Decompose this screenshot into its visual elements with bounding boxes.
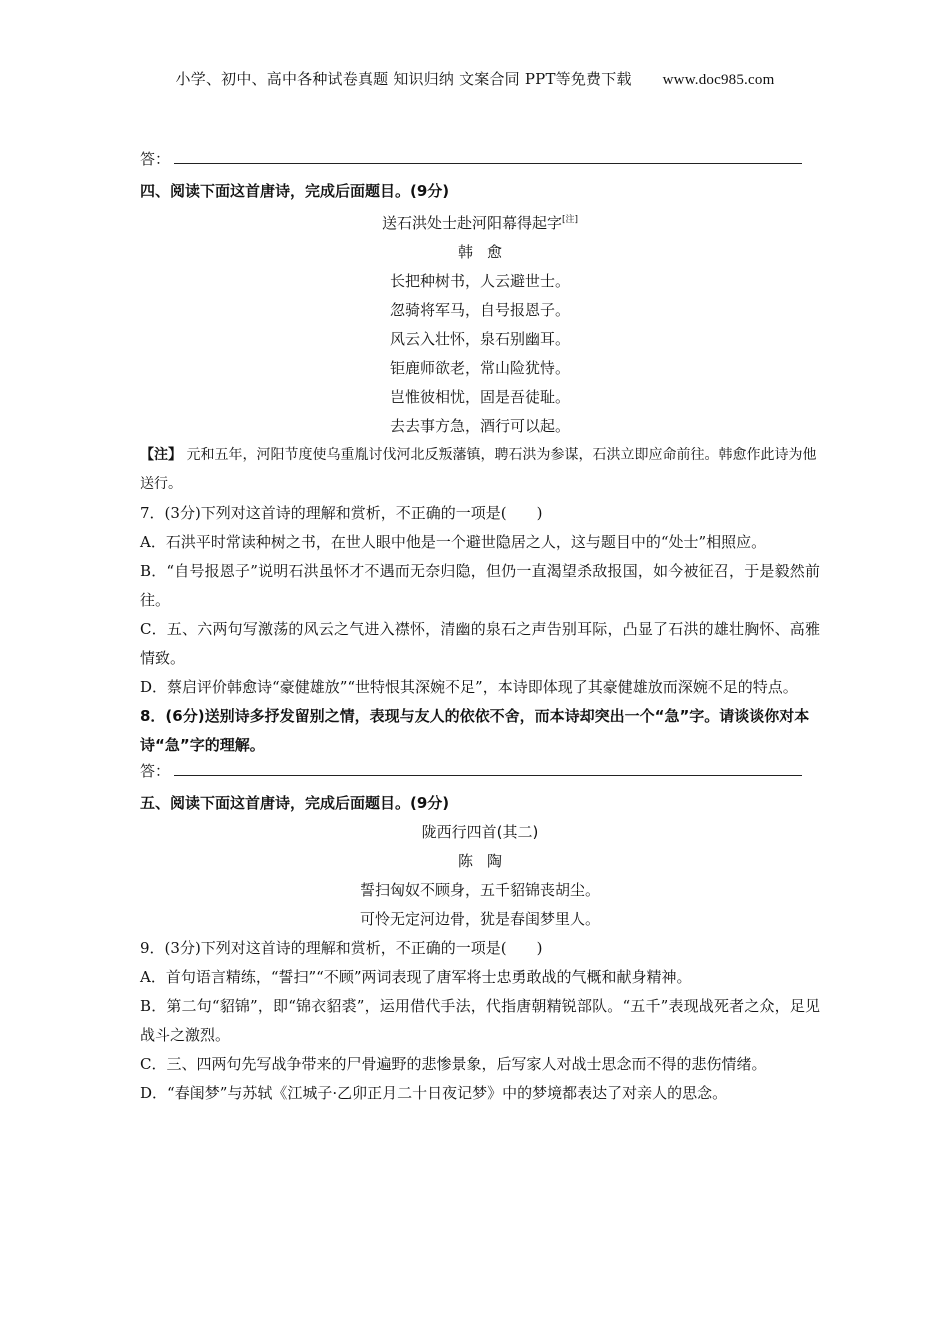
q7-option-a: A．石洪平时常读种树之书，在世人眼中他是一个避世隐居之人，这与题目中的“处士”相照应。: [140, 533, 767, 551]
section4-heading: 四、阅读下面这首唐诗，完成后面题目。(9分): [140, 182, 450, 200]
q8-stem: 8．(6分)送别诗多抒发留别之情，表现与友人的依依不舍，而本诗却突出一个“急”字。请谈谈你对本诗“急”字的理解。: [140, 707, 810, 754]
answer-label: 答：: [140, 150, 171, 168]
poem1-line: 风云入壮怀，泉石别幽耳。: [389, 330, 570, 348]
note-tag: 【注】: [140, 447, 182, 463]
note-text: 元和五年，河阳节度使乌重胤讨伐河北反叛藩镇，聘石洪为参谋，石洪立即应命前往。韩愈作此诗为他送行。: [140, 447, 817, 492]
header-site: www.doc985.com: [662, 72, 775, 88]
q7-option-c: C．五、六两句写激荡的风云之气进入襟怀，清幽的泉石之声告别耳际，凸显了石洪的雄壮胸怀、高雅情致。: [140, 620, 820, 667]
poem1-title: [140, 206, 820, 238]
q9-stem: 9．(3分)下列对这首诗的理解和赏析，不正确的一项是( ): [140, 939, 543, 957]
q9-option-b: B．第二句“貂锦”，即“锦衣貂裘”，运用借代手法，代指唐朝精锐部队。“五千”表现战死者之众，足见战斗之激烈。: [140, 997, 820, 1044]
poem2-line: 可怜无定河边骨，犹是春闺梦里人。: [359, 910, 600, 928]
poem2-author: 陈陶: [457, 852, 516, 870]
answer-line-q6: [140, 148, 820, 177]
q7-option-d: D．蔡启评价韩愈诗“豪健雄放”“世特恨其深婉不足”，本诗即体现了其豪健雄放而深婉不足的特点。: [140, 678, 798, 696]
poem1-note: [140, 441, 820, 499]
q9-option-d: D．“春闺梦”与苏轼《江城子·乙卯正月二十日夜记梦》中的梦境都表达了对亲人的思念。: [140, 1084, 728, 1102]
poem1-line: 岂惟彼相忧，固是吾徒耻。: [389, 388, 570, 406]
poem1-title-text: 送石洪处士赴河阳幕得起字: [381, 214, 562, 232]
poem2-line: 誓扫匈奴不顾身，五千貂锦丧胡尘。: [359, 881, 600, 899]
header-text: 小学、初中、高中各种试卷真题 知识归纳 文案合同 PPT等免费下载: [175, 70, 632, 88]
poem1-line: 去去事方急，酒行可以起。: [389, 417, 570, 435]
answer-rule: [174, 163, 802, 164]
q9-option-a: A．首句语言精练，“誓扫”“不顾”两词表现了唐军将士忠勇敢战的气概和献身精神。: [140, 968, 692, 986]
page-header: [0, 68, 950, 89]
poem1-title-note: [注]: [561, 215, 579, 225]
q9-option-c: C．三、四两句先写战争带来的尸骨遍野的悲惨景象，后写家人对战士思念而不得的悲伤情绪。: [140, 1055, 767, 1073]
poem1-line: 钜鹿师欲老，常山险犹恃。: [389, 359, 570, 377]
poem2-title: 陇西行四首(其二): [421, 823, 539, 841]
answer-label: 答：: [140, 762, 171, 780]
q7-option-b: B．“自号报恩子”说明石洪虽怀才不遇而无奈归隐，但仍一直渴望杀敌报国，如今被征召，于是毅然前往。: [140, 562, 820, 609]
poem1-author: 韩愈: [457, 243, 516, 261]
document-body: [140, 148, 820, 1108]
poem1-line: 忽骑将军马，自号报恩子。: [389, 301, 570, 319]
answer-rule: [174, 775, 802, 776]
q7-stem: 7．(3分)下列对这首诗的理解和赏析，不正确的一项是( ): [140, 504, 543, 522]
poem1-line: 长把种树书，人云避世士。: [389, 272, 570, 290]
section5-heading: 五、阅读下面这首唐诗，完成后面题目。(9分): [140, 794, 450, 812]
answer-line-q8: [140, 760, 820, 789]
